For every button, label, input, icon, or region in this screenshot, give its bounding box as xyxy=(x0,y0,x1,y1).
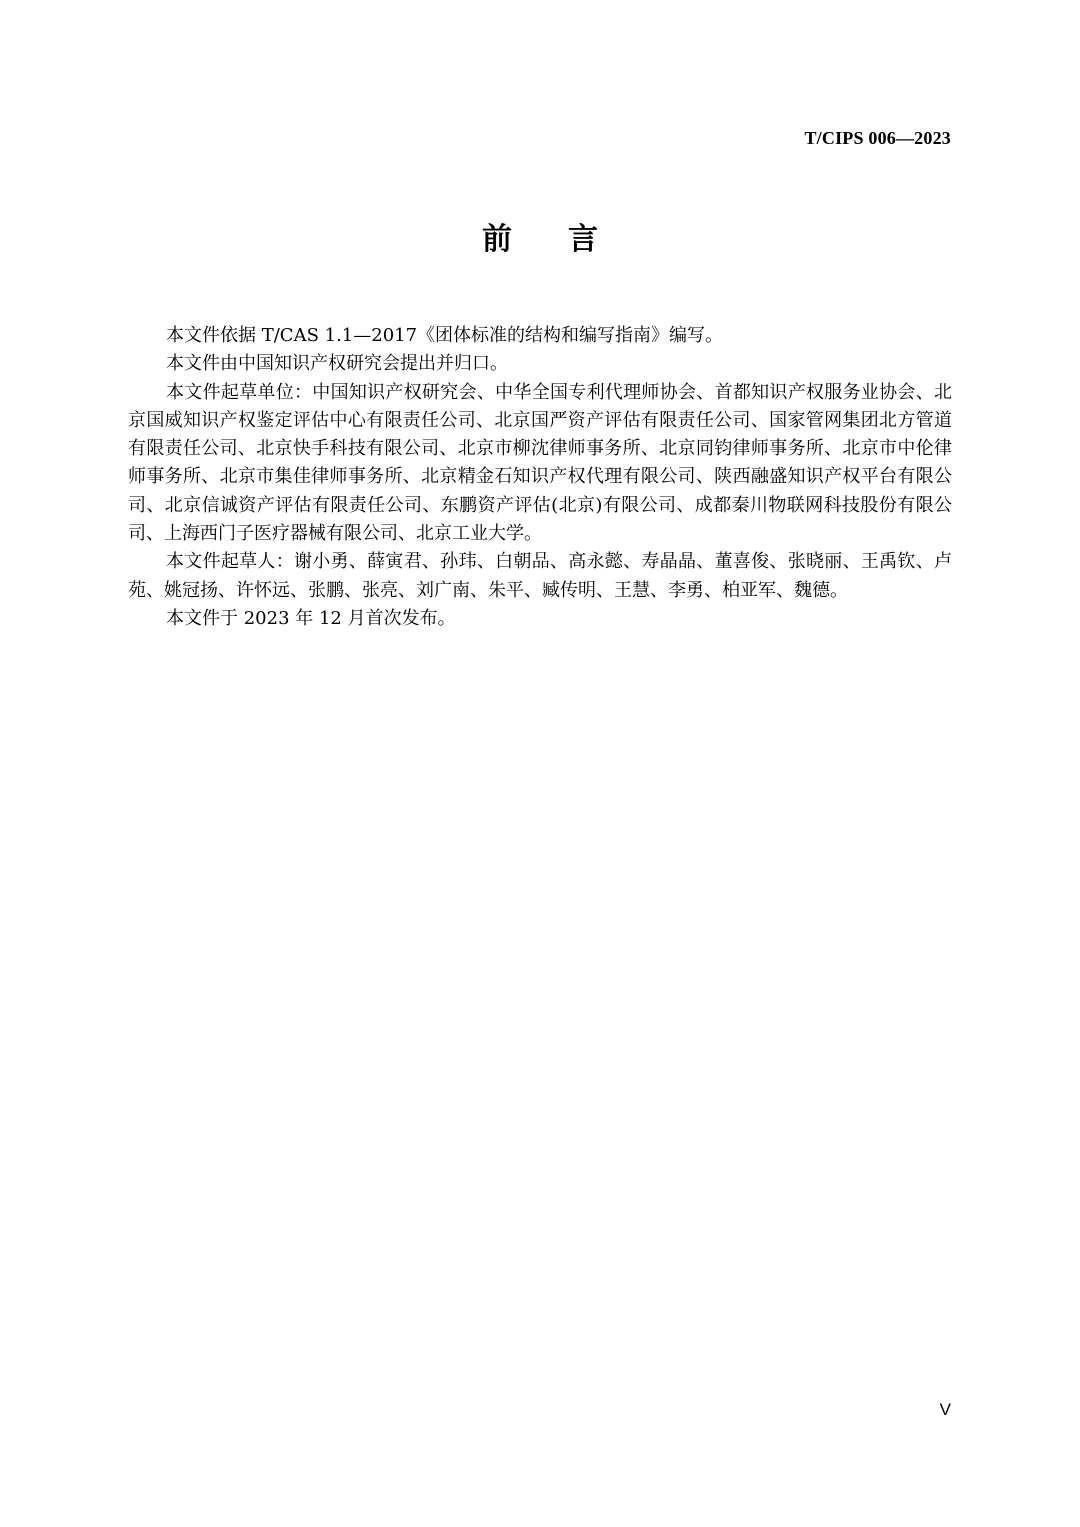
paragraph-drafters: 本文件起草人：谢小勇、薛寅君、孙玮、白朝品、高永懿、寿晶晶、董喜俊、张晓丽、王禹钦、卢苑、姚冠扬、许怀远、张鹏、张亮、刘广南、朱平、臧传明、王慧、李勇、柏亚军、魏德。 xyxy=(128,551,952,601)
paragraph-proposer: 本文件由中国知识产权研究会提出并归口。 xyxy=(166,353,508,375)
paragraph-drafting-units: 本文件起草单位：中国知识产权研究会、中华全国专利代理师协会、首都知识产权服务业协会、北京国威知识产权鉴定评估中心有限责任公司、北京国严资产评估有限责任公司、国家管网集团北方管道有限责任公司、北京快手科技有限公司、北京市柳沈律师事务所、北京同钧律师事务所、北京市中伦律师事务所、北京市集佳律师事务所、北京精金石知识产权代理有限公司、陕西融盛知识产权平台有限公司、北京信诚资产评估有限责任公司、东鹏资产评估(北京)有限公司、成都秦川物联网科技股份有限公司、上海西门子医疗器械有限公司、北京工业大学。 xyxy=(128,381,952,545)
page-title: 前言 xyxy=(482,222,654,257)
paragraph-release: 本文件于 2023 年 12 月首次发布。 xyxy=(166,607,456,629)
standard-number: T/CIPS 006—2023 xyxy=(804,128,951,148)
page-number: V xyxy=(939,1400,951,1419)
body-text xyxy=(128,322,952,633)
paragraph-basis: 本文件依据 T/CAS 1.1—2017《团体标准的结构和编写指南》编写。 xyxy=(166,325,724,346)
